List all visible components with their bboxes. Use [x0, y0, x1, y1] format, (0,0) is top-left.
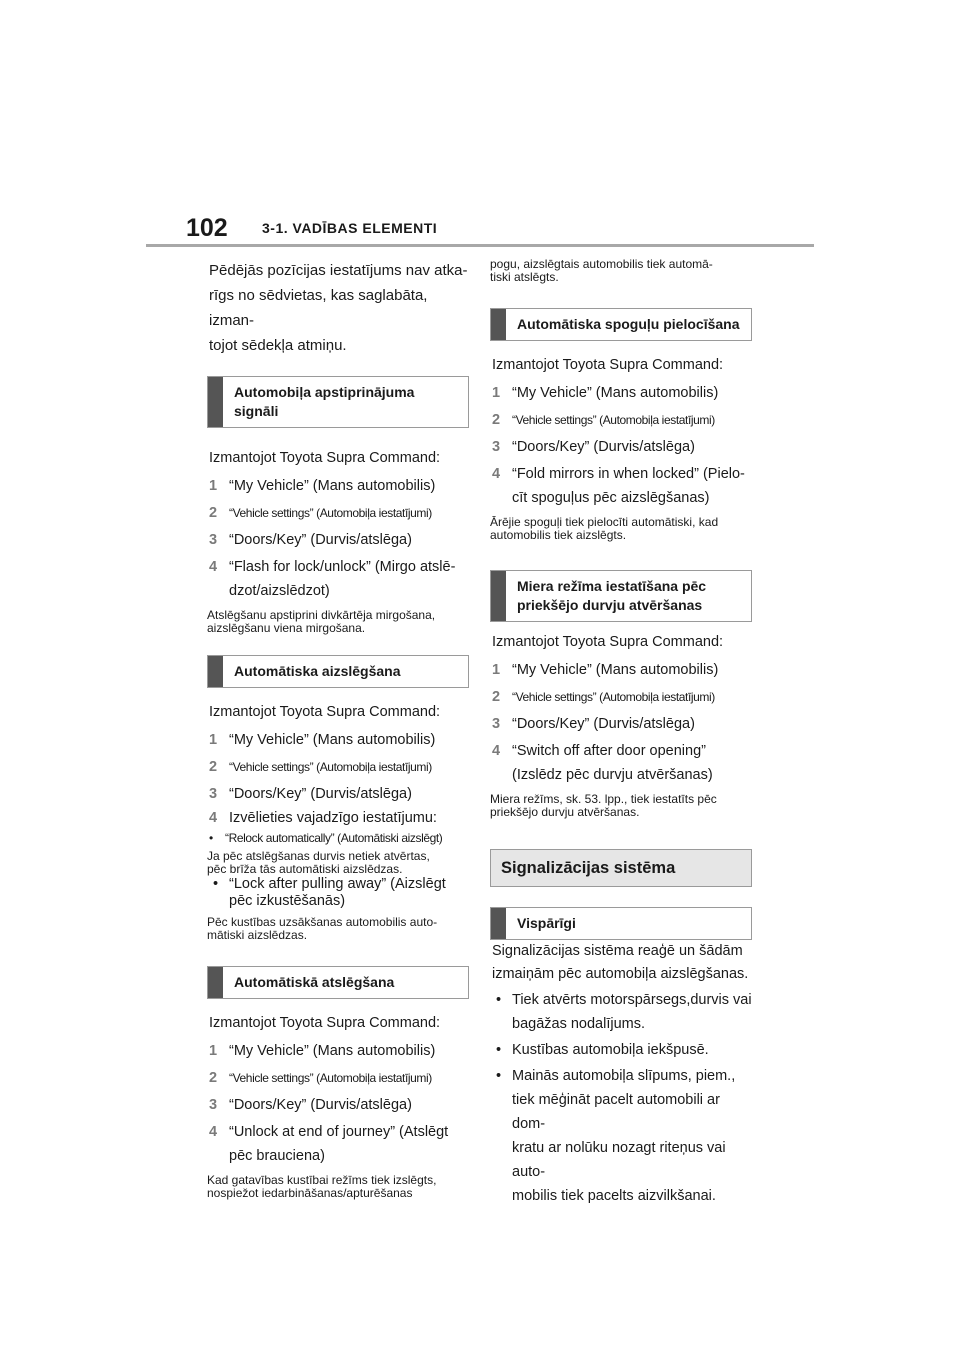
section-note: Atslēgšanu apstiprini divkārtēja mirgošana, aizslēgšanu viena mirgošana. [207, 608, 436, 635]
option-relock: • “Relock automatically” (Automātiski aizslēgt) [207, 830, 469, 846]
bullet-item: • Tiek atvērts motorspārsegs,durvis vai bagāžas nodalījums. [490, 988, 752, 1036]
right-column [490, 252, 752, 1210]
step-item: 4 “Unlock at end of journey” (Atslēgt pēc brauciena) [209, 1124, 449, 1164]
left-column [207, 252, 469, 1200]
section-note: Ārējie spoguļi tiek pielocīti automātiski, kad automobilis tiek aizslēgts. [490, 515, 719, 542]
step-item: 2 “Vehicle settings” (Automobiļa iestatījumi) [209, 1070, 432, 1086]
command-line: Izmantojot Toyota Supra Command: [492, 634, 724, 650]
step-item: 3 “Doors/Key” (Durvis/atslēga) [492, 439, 695, 455]
step-item: 2 “Vehicle settings” (Automobiļa iestatījumi) [492, 689, 715, 705]
step-item: 4 Izvēlieties vajadzīgo iestatījumu: [209, 810, 437, 826]
chapter-title: 3-1. VADĪBAS ELEMENTI [262, 220, 438, 236]
header-rule [146, 244, 814, 247]
steps-list [490, 658, 752, 787]
section-heading-alarm-system: Signalizācijas sistēma [490, 849, 752, 887]
section-note: Kad gatavības kustībai režīms tiek izslēgts, nospiežot iedarbināšanas/apturēšanas [207, 1173, 437, 1200]
options-list [207, 830, 469, 846]
bullet-item: • Kustības automobiļa iekšpusē. [490, 1038, 752, 1062]
command-line: Izmantojot Toyota Supra Command: [209, 1015, 441, 1031]
steps-list [207, 728, 469, 827]
option-note: Pēc kustības uzsākšanas automobilis auto- mātiski aizslēdzas. [207, 915, 438, 942]
steps-list [490, 381, 752, 510]
step-item: 2 “Vehicle settings” (Automobiļa iestatījumi) [492, 412, 715, 428]
options-list [207, 876, 469, 910]
command-line: Izmantojot Toyota Supra Command: [209, 450, 441, 466]
step-item: 3 “Doors/Key” (Durvis/atslēga) [209, 532, 412, 548]
page-number: 102 [186, 214, 228, 242]
option-note: Ja pēc atslēgšanas durvis netiek atvērtas, pēc brīža tās automātiski aizslēdzas. [207, 849, 430, 876]
body-paragraph: Signalizācijas sistēma reaģē un šādām izmaiņām pēc automobiļa aizslēgšanas. [492, 943, 749, 982]
step-item: 3 “Doors/Key” (Durvis/atslēga) [492, 716, 695, 732]
step-item: 3 “Doors/Key” (Durvis/atslēga) [209, 786, 412, 802]
step-item: 2 “Vehicle settings” (Automobiļa iestatījumi) [209, 505, 432, 521]
section-heading-quiet-mode: Miera režīma iestatīšana pēc priekšējo durvju atvēršanas [490, 570, 752, 622]
command-line: Izmantojot Toyota Supra Command: [209, 704, 441, 720]
section-heading-auto-lock: Automātiska aizslēgšana [207, 655, 469, 688]
section-heading-confirmation-signals: Automobiļa apstiprinājuma signāli [207, 376, 469, 428]
step-item: 4 “Flash for lock/unlock” (Mirgo atslē- dzot/aizslēdzot) [209, 559, 456, 599]
step-item: 2 “Vehicle settings” (Automobiļa iestatījumi) [209, 759, 432, 775]
intro-paragraph: Pēdējās pozīcijas iestatījums nav atka- rīgs no sēdvietas, kas saglabāta, izman- tojot sēdekļa atmiņu. [209, 262, 468, 354]
section-heading-general: Vispārīgi [490, 907, 752, 940]
bullet-item: • Mainās automobiļa slīpums, piem., tiek mēģināt pacelt automobili ar dom- kratu ar nolūku nozagt riteņus vai auto- mobilis tiek pacelts aizvilkšanai. [490, 1064, 752, 1208]
step-item: 3 “Doors/Key” (Durvis/atslēga) [209, 1097, 412, 1113]
step-item: 1 “My Vehicle” (Mans automobilis) [209, 732, 436, 748]
command-line: Izmantojot Toyota Supra Command: [492, 357, 724, 373]
steps-list [207, 474, 469, 603]
step-item: 4 “Fold mirrors in when locked” (Pielo- cīt spoguļus pēc aizslēgšanas) [492, 466, 745, 506]
section-heading-auto-unlock: Automātiskā atslēgšana [207, 966, 469, 999]
step-item: 1 “My Vehicle” (Mans automobilis) [492, 385, 719, 401]
steps-list [207, 1039, 469, 1168]
alarm-triggers-list [490, 988, 752, 1208]
continued-note: pogu, aizslēgtais automobilis tiek automā- tiski atslēgts. [490, 257, 713, 284]
step-item: 1 “My Vehicle” (Mans automobilis) [209, 478, 436, 494]
section-note: Miera režīms, sk. 53. lpp., tiek iestatīts pēc priekšējo durvju atvēršanas. [490, 792, 717, 819]
option-lock-after-pulling: • “Lock after pulling away” (Aizslēgt pēc izkustēšanās) [207, 876, 469, 910]
step-item: 1 “My Vehicle” (Mans automobilis) [492, 662, 719, 678]
step-item: 4 “Switch off after door opening” (Izslēdz pēc durvju atvēršanas) [492, 743, 713, 783]
step-item: 1 “My Vehicle” (Mans automobilis) [209, 1043, 436, 1059]
section-heading-mirror-fold: Automātiska spoguļu pielocīšana [490, 308, 752, 341]
